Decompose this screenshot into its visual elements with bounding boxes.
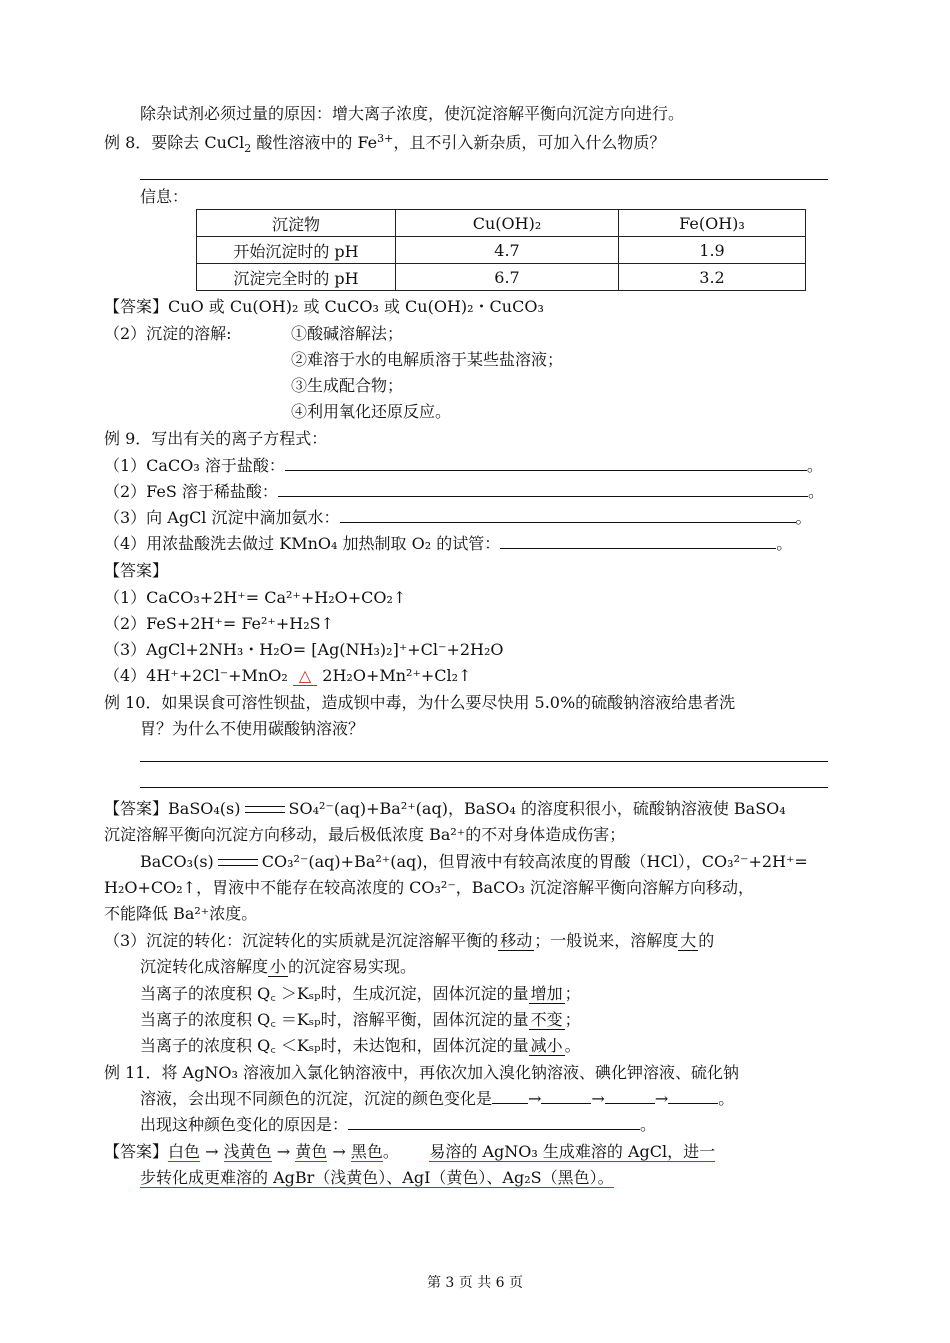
table-cell: 1.9 xyxy=(619,237,806,264)
ex8-info-table xyxy=(196,209,806,291)
ex10-q-line2: 胃？为什么不使用碳酸钠溶液？ xyxy=(140,719,365,738)
ex8-answer: 【答案】CuO 或 Cu(OH)₂ 或 CuCO₃ 或 Cu(OH)₂・CuCO₃ xyxy=(104,297,544,316)
equilibrium-arrow xyxy=(218,856,258,870)
ex8-info-label: 信息： xyxy=(140,187,189,206)
sec2-item: ④利用氧化还原反应。 xyxy=(291,402,452,421)
ex8-answer-line xyxy=(140,179,828,180)
ex11-line2: 溶液，会出现不同颜色的沉淀，沉淀的颜色变化是 → → → 。 xyxy=(140,1089,735,1108)
equilibrium-arrow xyxy=(245,803,285,817)
sec3-cond1: 当离子的浓度积 Q꜀ ＞Kₛₚ时，生成沉淀，固体沉淀的量 增加 ； xyxy=(140,984,581,1003)
ex11-line1: 例 11．将 AgNO₃ 溶液加入氯化钠溶液中，再依次加入溴化钠溶液、碘化钾溶液、硫化钠 xyxy=(104,1063,739,1082)
ex9-a4: （4）4H⁺+2Cl⁻+MnO₂ △ 2H₂O+Mn²⁺+Cl₂↑ xyxy=(104,666,472,685)
sec3-cond2: 当离子的浓度积 Q꜀ ＝Kₛₚ时，溶解平衡，固体沉淀的量 不变 ； xyxy=(140,1010,581,1029)
ex11-answer-line2: 步转化成更难溶的 AgBr（浅黄色）、AgI（黄色）、Ag₂S（黑色）。 xyxy=(140,1168,614,1187)
ex10-a-line1: 【答案】BaSO₄(s) SO₄²⁻(aq)+Ba²⁺(aq)，BaSO₄ 的溶度积很小，硫酸钠溶液使 BaSO₄ xyxy=(104,799,786,818)
ex8-question: 例 8．要除去 CuCl$_2$ 酸性溶液中的 $Fe^{3+}$，且不引入新杂质，可加入什么物质？ xyxy=(104,132,666,155)
ex9-a2: （2）FeS+2H⁺= Fe²⁺+H₂S↑ xyxy=(104,614,335,633)
sec3-line2: 沉淀转化成溶解度 小 的沉淀容易实现。 xyxy=(140,957,417,976)
sec3-line1: （3）沉淀的转化：沉淀转化的实质就是沉淀溶解平衡的 移动 ；一般说来，溶解度 大 的 xyxy=(104,931,715,950)
ex9-a3: （3）AgCl+2NH₃・H₂O= [Ag(NH₃)₂]⁺+Cl⁻+2H₂O xyxy=(104,640,504,659)
ex10-q-line1: 例 10．如果误食可溶性钡盐，造成钡中毒，为什么要尽快用 5.0%的硫酸钠溶液给患者洗 xyxy=(104,693,736,712)
ex9-q4: （4）用浓盐酸洗去做过 KMnO₄ 加热制取 O₂ 的试管： 。 xyxy=(104,534,793,553)
table-cell: 沉淀物 xyxy=(197,210,396,237)
sec2-item: ②难溶于水的电解质溶于某些盐溶液； xyxy=(291,350,564,369)
sec3-cond3: 当离子的浓度积 Q꜀ ＜Kₛₚ时，未达饱和，固体沉淀的量 减小 。 xyxy=(140,1036,581,1055)
ex10-a-line4: H₂O+CO₂↑，胃液中不能存在较高浓度的 CO₃²⁻，BaCO₃ 沉淀溶解平衡向溶解方向移动， xyxy=(104,878,754,897)
ex9-answer-tag: 【答案】 xyxy=(104,561,169,580)
ex9-a1: （1）CaCO₃+2H⁺= Ca²⁺+H₂O+CO₂↑ xyxy=(104,588,407,607)
sec2-head: （2）沉淀的溶解: xyxy=(104,324,232,343)
table-row xyxy=(197,237,806,264)
ex9-q1: （1）CaCO₃ 溶于盐酸： 。 xyxy=(104,456,823,475)
ex10-a-line5: 不能降低 Ba²⁺浓度。 xyxy=(104,904,258,923)
table-cell: Fe(OH)₃ xyxy=(619,210,806,237)
ex9-q2: （2）FeS 溶于稀盐酸： 。 xyxy=(104,482,824,501)
ex10-answer-line xyxy=(140,787,828,788)
table-cell: 6.7 xyxy=(396,264,619,291)
table-cell: 4.7 xyxy=(396,237,619,264)
table-row xyxy=(197,264,806,291)
page-footer: 第 3 页 共 6 页 xyxy=(426,1275,524,1291)
ex10-a-line2: 沉淀溶解平衡向沉淀方向移动，最后极低浓度 Ba²⁺的不对身体造成伤害； xyxy=(104,825,626,844)
table-cell: 沉淀完全时的 pH xyxy=(197,264,396,291)
ex11-answer-line1: 【答案】白色 → 浅黄色 → 黄色 → 黑色。 易溶的 AgNO₃ 生成难溶的 AgCl，进一 xyxy=(104,1142,716,1161)
ex9-q3: （3）向 AgCl 沉淀中滴加氨水： 。 xyxy=(104,508,812,527)
table-cell: 开始沉淀时的 pH xyxy=(197,237,396,264)
table-cell: 3.2 xyxy=(619,264,806,291)
table-cell: Cu(OH)₂ xyxy=(396,210,619,237)
ex10-answer-line xyxy=(140,761,828,762)
heating-condition: △ xyxy=(293,666,317,686)
ex10-a-line3: BaCO₃(s) CO₃²⁻(aq)+Ba²⁺(aq)，但胃液中有较高浓度的胃酸（HCl），CO₃²⁻+2H⁺= xyxy=(140,852,808,871)
ex9-title: 例 9．写出有关的离子方程式： xyxy=(104,429,328,448)
table-header-row xyxy=(197,210,806,237)
sec2-item: ③生成配合物； xyxy=(291,376,404,395)
sec2-item: ①酸碱溶解法； xyxy=(291,324,404,343)
intro-line: 除杂试剂必须过量的原因：增大离子浓度，使沉淀溶解平衡向沉淀方向进行。 xyxy=(140,104,685,123)
ex11-line3: 出现这种颜色变化的原因是： 。 xyxy=(140,1115,657,1134)
